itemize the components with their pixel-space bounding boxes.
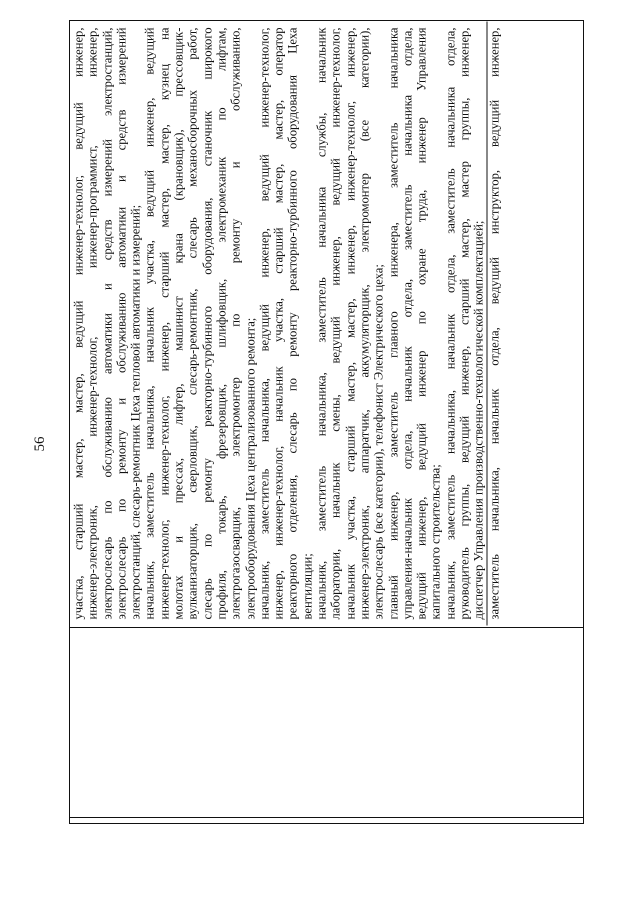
- text-line: электрослесарь по обслуживанию автоматики и средств измерений электростанций,: [99, 27, 114, 619]
- text-line: заместитель начальника, начальник отдела, ведущий инструктор, ведущий инженер,: [486, 27, 501, 619]
- text-line: электростанций, слесарь-ремонтник Цеха тепловой автоматики и измерений;: [128, 204, 143, 619]
- text-line: инженер-технолог, инженер-технолог, инженер, старший мастер, мастер, кузнец на: [156, 27, 171, 619]
- text-line: электрооборудования Цеха централизованного ремонта;: [242, 317, 257, 619]
- text-line: начальник участка, старший мастер, мастер, инженер, инженер-технолог, инженер,: [342, 27, 357, 619]
- table-row: [71, 27, 142, 619]
- text-line: инженер, инженер-технолог, начальник участка, старший мастер, мастер, оператор: [271, 27, 286, 619]
- text-line: вентиляции;: [299, 552, 314, 619]
- table-row: [386, 27, 443, 619]
- text-line: инженер-электроник, инженер-технолог, инженер-программист, инженер,: [85, 27, 100, 619]
- text-line: участка, старший мастер, мастер, ведущий инженер-технолог, ведущий инженер,: [71, 27, 85, 619]
- text-line: начальник, заместитель начальника, начальник отдела, заместитель начальника отдела,: [442, 27, 457, 619]
- rotated-text-cell: [69, 21, 584, 625]
- text-line: начальник, заместитель начальника, заместитель начальника службы, начальник: [314, 27, 329, 619]
- text-line: главный инженер, заместитель главного инженера, заместитель начальника: [385, 27, 400, 619]
- text-line: управления-начальник отдела, начальник отдела, заместитель начальника отдела,: [399, 27, 414, 619]
- text-line: начальник, заместитель начальника, начальник участка, ведущий инженер, ведущий: [142, 27, 157, 619]
- text-line: инженер-электроник, аппаратчик, аккумуляторщик, электромонтер (все категории),: [356, 27, 371, 619]
- text-line: электрослесарь по ремонту и обслуживанию автоматики и средств измерений: [113, 27, 128, 619]
- column-divider: [69, 817, 584, 818]
- table-row: [443, 27, 486, 619]
- text-line: реакторного отделения, слесарь по ремонту реакторно-турбинного оборудования Цеха: [285, 27, 300, 619]
- table-row: [487, 27, 501, 619]
- column-divider: [69, 627, 584, 628]
- page-number: 56: [32, 436, 48, 452]
- text-line: диспетчер Управления производственно-технологической комплектацией;: [471, 220, 486, 619]
- table-row: [314, 27, 385, 619]
- text-line: электрослесарь (все категории), телефонист Электрического цеха;: [371, 263, 386, 619]
- text-line: молотах и прессах, лифтер, машинист крана (крановщик), прессовщик-: [171, 27, 186, 619]
- text-line: электрогазосварщик, электромонтер по ремонту и обслуживанию,: [228, 27, 243, 619]
- text-line: лаборатории, начальник смены, ведущий инженер, ведущий инженер-технолог,: [328, 27, 343, 619]
- text-line: капитального строительства;: [428, 463, 443, 619]
- text-line: руководитель группы, ведущий инженер, старший мастер, мастер группы, инженер,: [457, 27, 472, 619]
- text-line: профиля, токарь, фрезеровщик, шлифовщик, электромеханик по лифтам,: [213, 27, 228, 619]
- text-line: начальник, заместитель начальника, ведущий инженер, ведущий инженер-технолог,: [256, 27, 271, 619]
- table-row: [142, 27, 256, 619]
- text-line: слесарь по ремонту реакторно-турбинного оборудования, станочник широкого: [199, 27, 214, 619]
- text-line: вулканизаторщик, сверловщик, слесарь-ремонтник, слесарь механосборочных работ,: [185, 27, 200, 619]
- text-line: ведущий инженер, ведущий инженер по охране труда, инженер Управления: [414, 27, 429, 619]
- table-row: [257, 27, 314, 619]
